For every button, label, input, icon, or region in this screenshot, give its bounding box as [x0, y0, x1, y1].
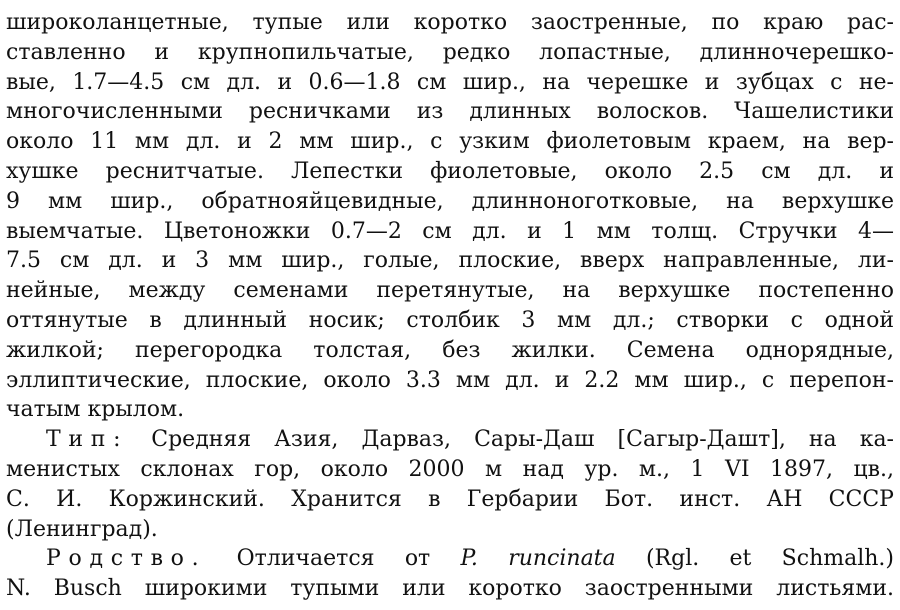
text-line: жилкой; перегородка толстая, без жилки. Семена однорядные,	[6, 337, 894, 363]
text-line: (Ленинград).	[6, 516, 158, 542]
description-paragraph	[6, 8, 894, 425]
text-line: 7.5 см дл. и 3 мм шир., голые, плоские, вверх направленные, ли-	[6, 248, 894, 274]
species-name: P. runcinata	[460, 546, 616, 572]
text-line: ставленно и крупнопильчатые, редко лопастные, длинночерешко-	[6, 39, 894, 65]
text-line: вые, 1.7—4.5 см дл. и 0.6—1.8 см шир., на черешке и зубцах с не-	[6, 69, 894, 95]
text-line: выемчатые. Цветоножки 0.7—2 см дл. и 1 мм толщ. Стручки 4—	[6, 218, 894, 244]
text-line: хушке реснитчатые. Лепестки фиолетовые, около 2.5 см дл. и	[6, 158, 894, 184]
affinity-line-text: Отличается от	[206, 546, 461, 572]
affinity-heading: Родство.	[46, 546, 207, 572]
text-line: около 11 мм дл. и 2 мм шир., с узким фиолетовым краем, на вер-	[6, 129, 894, 155]
text-line: широколанцетные, тупые или коротко заостренные, по краю рас-	[6, 10, 894, 35]
text-line: многочисленными ресничками из длинных волосков. Чашелистики	[6, 99, 894, 125]
type-heading: Тип:	[46, 427, 129, 453]
text-line: N. Busch широкими тупыми или коротко заостренными листьями.	[6, 576, 894, 602]
type-paragraph	[6, 425, 894, 544]
affinity-paragraph	[6, 544, 894, 604]
authority-text: (Rgl. et Schmalh.)	[615, 546, 894, 572]
document-page	[6, 8, 894, 604]
text-line: нейные, между семенами перетянутые, на верхушке постепенно	[6, 278, 894, 304]
text-line: 9 мм шир., обратнояйцевидные, длинноноготковые, на верхушке	[6, 188, 894, 214]
text-line	[6, 425, 894, 455]
text-line: менистых склонах гор, около 2000 м над ур. м., 1 VI 1897, цв.,	[6, 456, 894, 482]
text-line	[6, 544, 894, 574]
text-line: эллиптические, плоские, около 3.3 мм дл. и 2.2 мм шир., с перепон-	[6, 367, 894, 393]
text-line: чатым крылом.	[6, 397, 185, 423]
text-line: оттянутые в длинный носик; столбик 3 мм дл.; створки с одной	[6, 307, 894, 333]
type-line-text: Средняя Азия, Дарваз, Сары-Даш [Сагыр-Дашт], на ка-	[128, 427, 894, 453]
text-line: С. И. Коржинский. Хранится в Гербарии Бот. инст. АН СССР	[6, 486, 894, 512]
